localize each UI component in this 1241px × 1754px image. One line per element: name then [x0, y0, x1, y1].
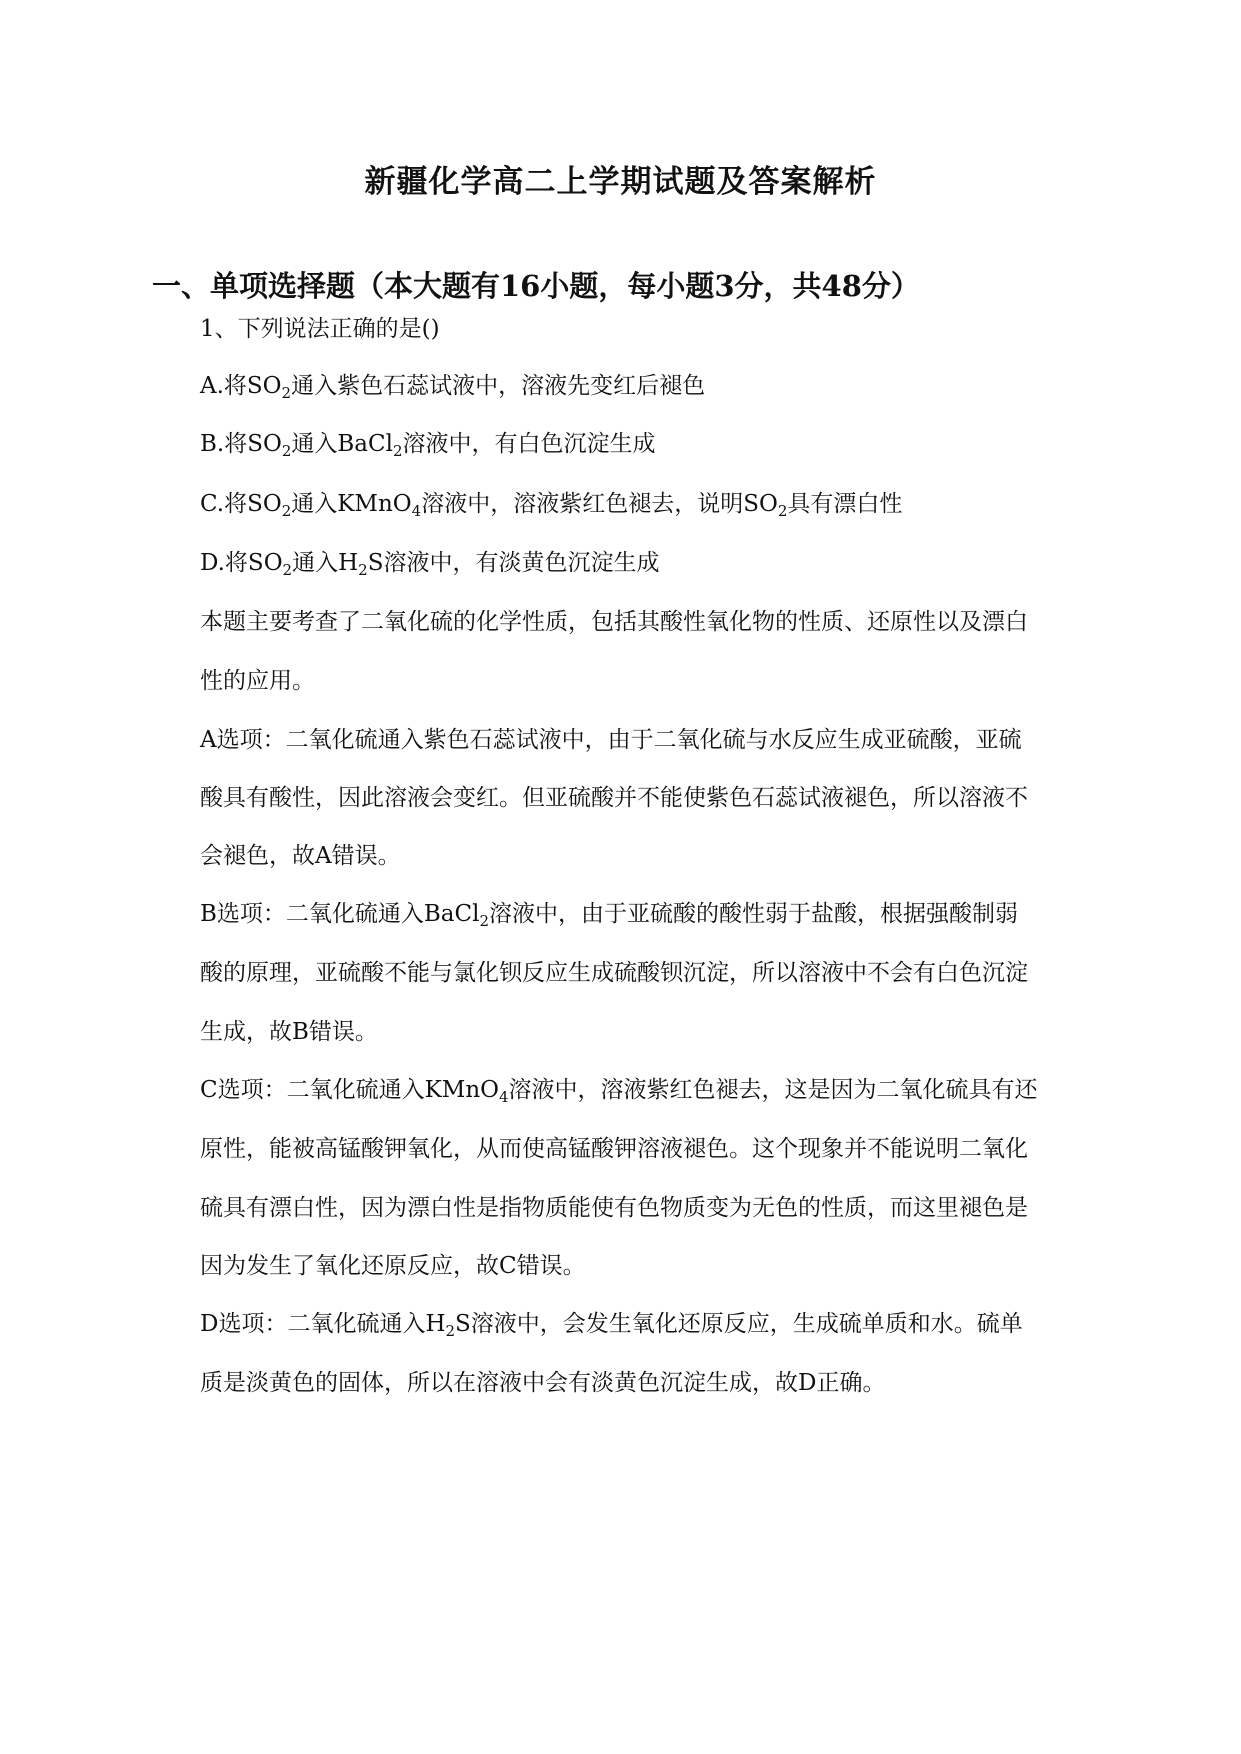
option-d: D.将$SO_2$通入$H_2S$溶液中，有淡黄色沉淀生成 — [200, 550, 660, 579]
analysis-c-line: 硫具有漂白性，因为漂白性是指物质能使有色物质变为无色的性质，而这里褪色是 — [200, 1195, 1028, 1221]
analysis-d-line: D选项：二氧化硫通入$H_2S$溶液中，会发生氧化还原反应，生成硫单质和水。硫单 — [200, 1311, 1023, 1340]
section-heading: 一、单项选择题（本大题有16小题，每小题3分，共48分） — [152, 269, 920, 303]
analysis-intro-line: 本题主要考查了二氧化硫的化学性质，包括其酸性氧化物的性质、还原性以及漂白 — [200, 609, 1028, 635]
option-a: A.将$SO_2$通入紫色石蕊试液中，溶液先变红后褪色 — [200, 373, 706, 402]
analysis-c-line: C选项：二氧化硫通入KMnO$_4$溶液中，溶液紫红色褪去，这是因为二氧化硫具有还 — [200, 1077, 1038, 1106]
option-b: B.将$SO_2$通入BaCl$_2$溶液中，有白色沉淀生成 — [200, 431, 656, 460]
option-c: C.将$SO_2$通入KMnO$_4$溶液中，溶液紫红色褪去，说明$SO_2$具有漂白性 — [200, 491, 903, 520]
analysis-a-line: A选项：二氧化硫通入紫色石蕊试液中，由于二氧化硫与水反应生成亚硫酸，亚硫 — [200, 727, 1022, 753]
analysis-a-line: 会褪色，故A错误。 — [200, 843, 401, 869]
question-stem: 1、下列说法正确的是() — [200, 316, 440, 342]
analysis-a-line: 酸具有酸性，因此溶液会变红。但亚硫酸并不能使紫色石蕊试液褪色，所以溶液不 — [200, 785, 1028, 811]
page-title: 新疆化学高二上学期试题及答案解析 — [364, 164, 877, 200]
analysis-c-line: 原性，能被高锰酸钾氧化，从而使高锰酸钾溶液褪色。这个现象并不能说明二氧化 — [200, 1136, 1028, 1162]
analysis-b-line: B选项：二氧化硫通入BaCl$_2$溶液中，由于亚硫酸的酸性弱于盐酸，根据强酸制弱 — [200, 901, 1019, 930]
analysis-intro-line: 性的应用。 — [200, 668, 315, 694]
analysis-b-line: 生成，故B错误。 — [200, 1019, 378, 1045]
analysis-b-line: 酸的原理，亚硫酸不能与氯化钡反应生成硫酸钡沉淀，所以溶液中不会有白色沉淀 — [200, 960, 1028, 986]
analysis-c-line: 因为发生了氧化还原反应，故C错误。 — [200, 1253, 586, 1279]
analysis-d-line: 质是淡黄色的固体，所以在溶液中会有淡黄色沉淀生成，故D正确。 — [200, 1370, 886, 1396]
